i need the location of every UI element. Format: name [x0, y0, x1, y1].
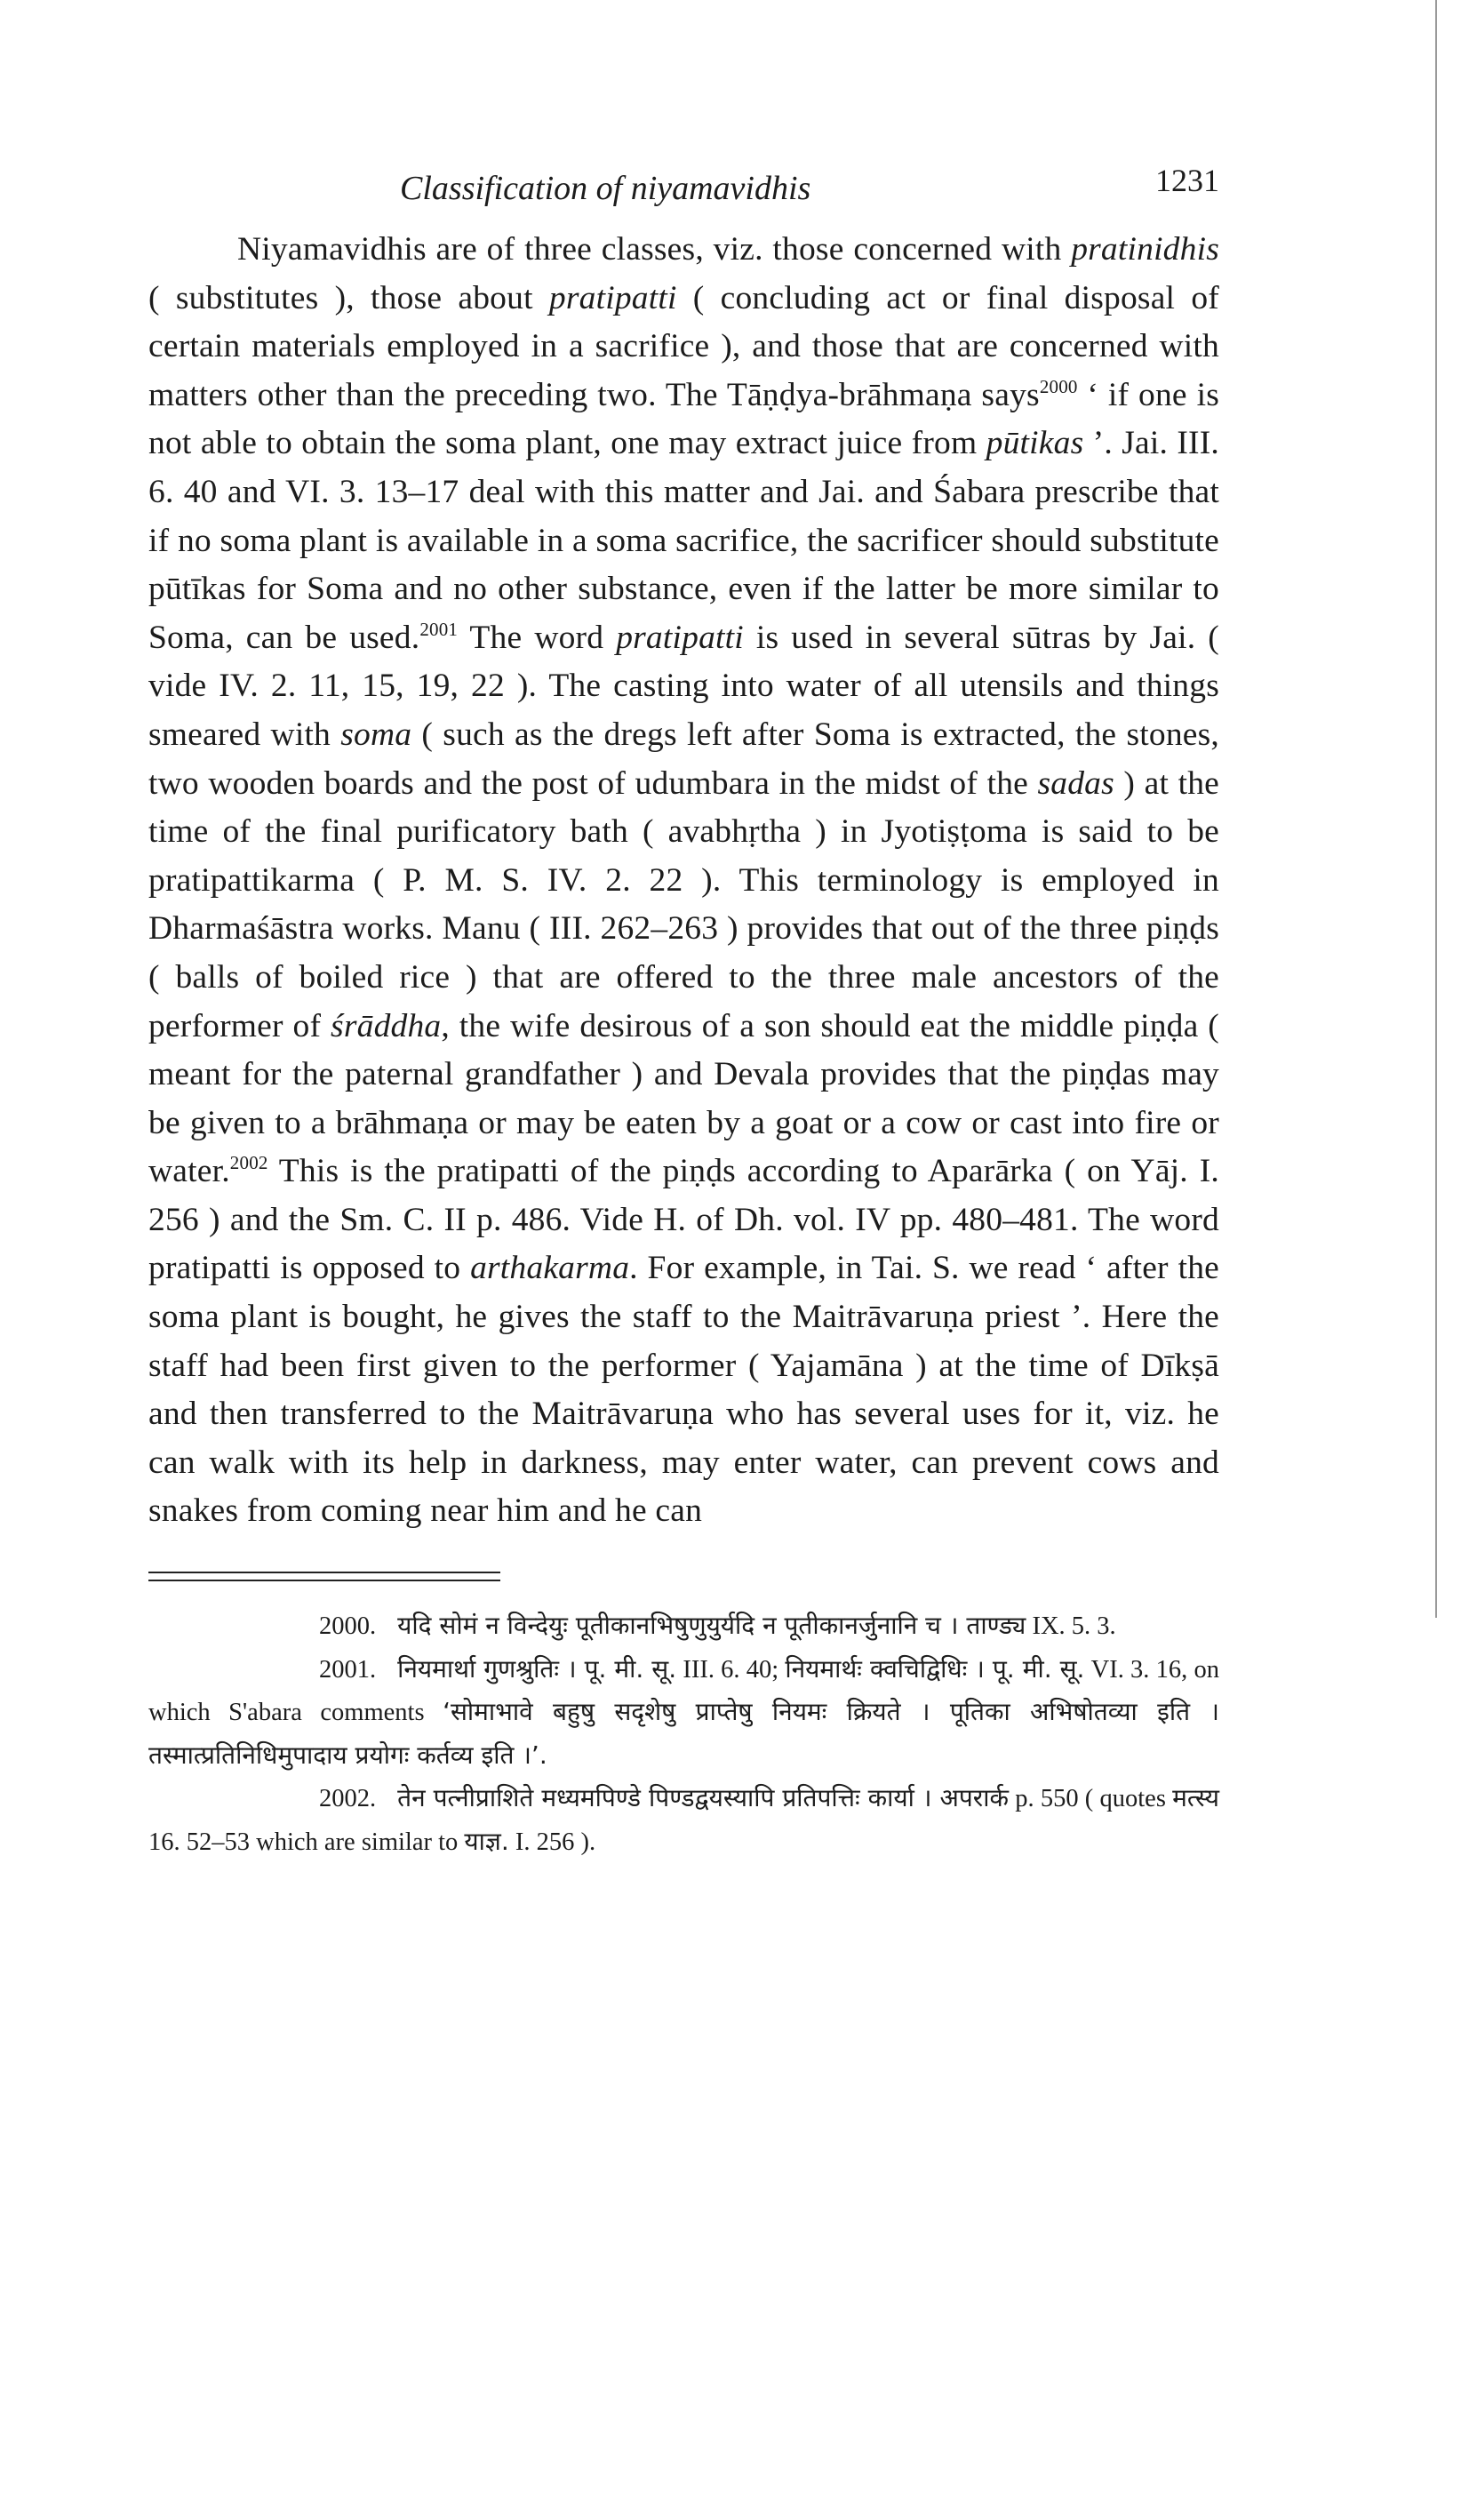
emphasis: arthakarma [470, 1250, 630, 1287]
text-run: This is the pratipatti of the piṇḍs according to Aparārka ( on Yāj. I. 256 ) and the Sm. C. II p. 486. Vide H. of Dh. vol. IV pp. 480–481. The word pratipatti is opposed to [148, 1153, 1219, 1287]
text-run: . For example, in Tai. S. we read ‘ after the soma plant is bought, he gives the staff to the Maitrāvaruṇa priest ’. Here the staff had been first given to the performer ( Yajamāna ) at the time of Dīkṣā and then transferred to the Maitrāvaruṇa who has several uses for it, viz. he can walk with its help in darkness, may enter water, can prevent cows and snakes from coming near him and he can [148, 1250, 1219, 1530]
page-header [148, 142, 1219, 224]
text-run: ‘ if one is not able to obtain the soma plant, one may extract juice from [148, 376, 1219, 462]
devanagari-quote: ‘सोमाभावे बहुषु सदृशेषु प्राप्तेषु नियमः क्रियते । पूतिका अभिषोतव्या इति । तस्मात्प्रतिनिधिमुपादाय प्रयोगः कर्तव्य इति ।’. [148, 1697, 1219, 1770]
text-run: , the wife desirous of a son should eat the middle piṇḍa ( meant for the paternal grandfather ) and Devala provides that the piṇḍas may be given to a brāhmaṇa or may be eaten by a goat or a cow or cast into fire or water. [148, 1007, 1219, 1190]
devanagari-quote: तेन पत्नीप्राशिते मध्यमपिण्डे पिण्डद्वयस्यापि प्रतिपत्तिः कार्या । अपरार्क [397, 1783, 1010, 1813]
text-run: is used in several sūtras by Jai. ( vide IV. 2. 11, 15, 19, 22 ). The casting into water of all utensils and things smeared with [148, 619, 1219, 753]
text-run: ’. Jai. III. 6. 40 and VI. 3. 13–17 deal with this matter and Jai. and Śabara prescribe that if no soma plant is available in a soma sacrifice, the sacrificer should substitute pūtīkas for Soma and no other substance, even if the latter be more similar to Soma, can be used. [148, 425, 1219, 656]
footnote-ref-2002[interactable]: 2002 [229, 1152, 268, 1174]
text-run: ( such as the dregs left after Soma is extracted, the stones, two wooden boards and the post of udumbara in the midst of the [148, 716, 1219, 802]
text-run: p. 550 ( quotes [1009, 1785, 1173, 1813]
devanagari-quote: मत्स्य [1172, 1783, 1219, 1813]
emphasis: pratipatti [616, 619, 744, 656]
emphasis: pūtikas [986, 425, 1084, 462]
devanagari-quote: यदि सोमं न विन्देयुः पूतीकानभिषुणुयुर्यदि न पूतीकानर्जुनानि च । ताण्ड्य [397, 1611, 1026, 1641]
footnote-2002 [148, 1777, 1219, 1863]
page-edge-line [1435, 0, 1437, 1618]
emphasis: śrāddha [331, 1007, 442, 1044]
emphasis: sadas [1037, 764, 1114, 802]
footnotes [148, 1604, 1219, 1863]
footnote-number: 2000. [319, 1612, 377, 1641]
text-run: IX. 5. 3. [1026, 1612, 1116, 1641]
main-paragraph [148, 226, 1219, 1536]
running-title: Classification of niyamavidhis [400, 170, 811, 207]
emphasis: soma [340, 716, 412, 753]
footnote-ref-2000[interactable]: 2000 [1039, 375, 1078, 397]
footnote-rule [148, 1572, 500, 1581]
footnote-2001 [148, 1648, 1219, 1778]
footnote-number: 2002. [319, 1785, 377, 1813]
page [148, 142, 1219, 1863]
devanagari-quote: याज्ञ. [464, 1826, 509, 1856]
devanagari-quote: नियमार्थः क्वचिद्विधिः । पू. मी. सू. [785, 1653, 1085, 1684]
text-run: III. 6. 40; [676, 1655, 786, 1684]
text-run: The word [458, 619, 617, 656]
emphasis: pratinidhis [1071, 231, 1219, 268]
devanagari-quote: नियमार्था गुणश्रुतिः । पू. मी. सू. [397, 1653, 677, 1684]
text-run: ( concluding act or final disposal of certain materials employed in a sacrifice ), and those that are concerned with matters other than the preceding two. The Tāṇḍya-brāhmaṇa says [148, 279, 1219, 413]
text-run: Niyamavidhis are of three classes, viz. those concerned with [237, 231, 1072, 268]
footnote-ref-2001[interactable]: 2001 [419, 618, 459, 640]
text-run: I. 256 ). [508, 1828, 596, 1856]
text-run: ( substitutes ), those about [148, 279, 549, 316]
text-run: VI. 3. 16, on which S'abara comments [148, 1655, 1219, 1727]
text-run: 16. 52–53 which are similar to [148, 1828, 465, 1856]
page-number: 1231 [1155, 163, 1219, 198]
emphasis: pratipatti [548, 279, 677, 316]
text-run: ) at the time of the final purificatory bath ( avabhṛtha ) in Jyotiṣṭoma is said to be pratipattikarma ( P. M. S. IV. 2. 22 ). This terminology is employed in Dharmaśāstra works. Manu ( III. 262–263 ) provides that out of the three piṇḍs ( balls of boiled rice ) that are offered to the three male ancestors of the performer of [148, 764, 1219, 1044]
footnote-number: 2001. [319, 1655, 377, 1684]
footnote-2000 [148, 1604, 1219, 1648]
